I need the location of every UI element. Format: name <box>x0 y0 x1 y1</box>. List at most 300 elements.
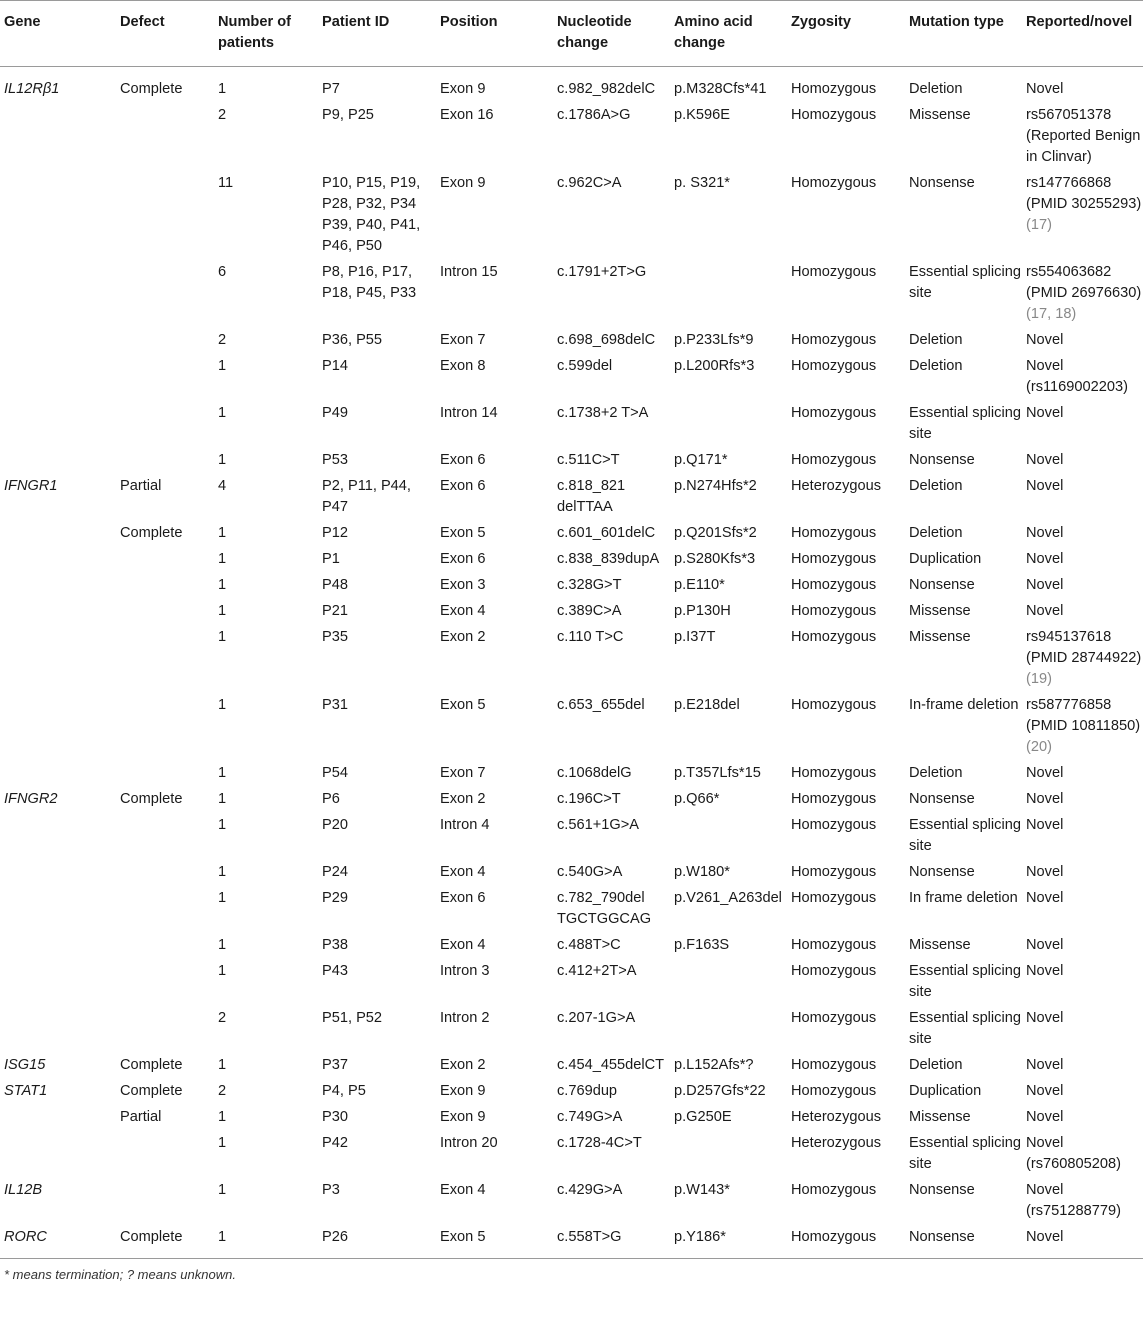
patient-id-cell <box>318 544 436 570</box>
reported-novel-cell-text: rs945137618 (PMID 28744922) <box>1026 629 1142 666</box>
nucleotide-change-cell <box>553 518 670 544</box>
amino-acid-change-cell <box>670 1175 787 1222</box>
nucleotide-change-cell <box>553 351 670 398</box>
patient-id-cell <box>318 445 436 471</box>
patient-id-cell-text: P9, P25 <box>322 107 374 123</box>
amino-acid-change-cell-text: p.E218del <box>674 697 740 713</box>
zygosity-cell-text: Homozygous <box>791 629 877 645</box>
mutation-type-cell-text: Deletion <box>909 332 963 348</box>
amino-acid-change-cell-text: p.Q66* <box>674 791 720 807</box>
nucleotide-change-cell-text: c.749G>A <box>557 1109 623 1125</box>
mutation-type-cell-text: Nonsense <box>909 175 975 191</box>
patient-count-cell <box>214 257 318 325</box>
defect-cell <box>116 596 214 622</box>
nucleotide-change-cell <box>553 857 670 883</box>
nucleotide-change-cell-text: c.1791+2T>G <box>557 264 647 280</box>
amino-acid-change-cell <box>670 857 787 883</box>
reported-novel-cell-text: Novel <box>1026 937 1064 953</box>
patient-count-cell <box>214 471 318 518</box>
patient-count-cell-text: 1 <box>218 629 227 645</box>
reported-novel-cell <box>1022 168 1143 257</box>
zygosity-cell-text: Homozygous <box>791 791 877 807</box>
position-cell-text: Exon 2 <box>440 1057 486 1073</box>
patient-id-cell <box>318 351 436 398</box>
amino-acid-change-cell <box>670 690 787 758</box>
mutation-type-cell-text: Nonsense <box>909 864 975 880</box>
table-row <box>0 67 1143 101</box>
amino-acid-change-cell-text: p.P233Lfs*9 <box>674 332 754 348</box>
reported-novel-cell <box>1022 1128 1143 1175</box>
nucleotide-change-cell-text: c.1068delG <box>557 765 632 781</box>
position-cell <box>436 857 553 883</box>
defect-cell-text: Partial <box>120 1109 162 1125</box>
reported-novel-cell <box>1022 596 1143 622</box>
mutation-type-cell-text: Deletion <box>909 358 963 374</box>
amino-acid-change-cell-text: p.M328Cfs*41 <box>674 81 767 97</box>
position-cell <box>436 596 553 622</box>
patient-count-cell-text: 1 <box>218 577 227 593</box>
nucleotide-change-cell <box>553 810 670 857</box>
mutation-type-cell-text: Deletion <box>909 1057 963 1073</box>
amino-acid-change-cell <box>670 100 787 168</box>
reported-novel-cell <box>1022 930 1143 956</box>
defect-cell-text: Complete <box>120 1083 183 1099</box>
patient-id-cell <box>318 622 436 690</box>
patient-id-cell-text: P6 <box>322 791 340 807</box>
patient-id-cell-text: P1 <box>322 551 340 567</box>
patient-count-cell <box>214 690 318 758</box>
citation-link[interactable]: (17, 18) <box>1026 306 1077 322</box>
mutation-type-cell <box>905 1076 1022 1102</box>
mutation-type-cell <box>905 1102 1022 1128</box>
nucleotide-change-cell-text: c.782_790del TGCTGGCAG <box>557 890 652 927</box>
reported-novel-cell <box>1022 1102 1143 1128</box>
reported-novel-cell-text: Novel <box>1026 81 1064 97</box>
patient-id-cell <box>318 810 436 857</box>
zygosity-cell <box>787 168 905 257</box>
nucleotide-change-cell-text: c.1738+2 T>A <box>557 405 649 421</box>
zygosity-cell <box>787 930 905 956</box>
amino-acid-change-cell-text: p.F163S <box>674 937 730 953</box>
zygosity-cell <box>787 622 905 690</box>
defect-cell-text: Complete <box>120 1057 183 1073</box>
position-cell-text: Exon 16 <box>440 107 494 123</box>
mutation-type-cell-text: Missense <box>909 1109 971 1125</box>
zygosity-cell <box>787 1003 905 1050</box>
zygosity-cell-text: Homozygous <box>791 577 877 593</box>
patient-count-cell <box>214 1076 318 1102</box>
zygosity-cell-text: Homozygous <box>791 551 877 567</box>
mutation-type-cell <box>905 810 1022 857</box>
table-row <box>0 857 1143 883</box>
nucleotide-change-cell-text: c.1728-4C>T <box>557 1135 642 1151</box>
amino-acid-change-cell-text: p.V261_A263del <box>674 890 782 906</box>
patient-id-cell-text: P31 <box>322 697 348 713</box>
gene-cell <box>0 1003 116 1050</box>
table-row <box>0 168 1143 257</box>
position-cell-text: Intron 14 <box>440 405 498 421</box>
patient-count-cell-text: 6 <box>218 264 227 280</box>
nucleotide-change-cell <box>553 445 670 471</box>
patient-count-cell-text: 1 <box>218 525 227 541</box>
nucleotide-change-cell <box>553 1102 670 1128</box>
gene-cell <box>0 1175 116 1222</box>
reported-novel-cell <box>1022 100 1143 168</box>
patient-count-cell-text: 2 <box>218 107 227 123</box>
mutation-type-cell-text: Nonsense <box>909 1229 975 1245</box>
mutation-type-cell <box>905 857 1022 883</box>
reported-novel-cell <box>1022 257 1143 325</box>
position-cell <box>436 1102 553 1128</box>
patient-count-cell-text: 2 <box>218 1083 227 1099</box>
position-cell-text: Exon 6 <box>440 890 486 906</box>
reported-novel-cell-text: Novel (rs760805208) <box>1026 1135 1121 1172</box>
patient-count-cell-text: 4 <box>218 478 227 494</box>
patient-count-cell <box>214 445 318 471</box>
patient-id-cell <box>318 930 436 956</box>
patient-count-cell-text: 2 <box>218 1010 227 1026</box>
nucleotide-change-cell-text: c.511C>T <box>557 452 620 468</box>
reported-novel-cell <box>1022 883 1143 930</box>
defect-cell-text: Complete <box>120 525 183 541</box>
patient-count-cell-text: 1 <box>218 1057 227 1073</box>
patient-count-cell <box>214 1128 318 1175</box>
table-row <box>0 883 1143 930</box>
nucleotide-change-cell-text: c.207-1G>A <box>557 1010 636 1026</box>
zygosity-cell <box>787 1050 905 1076</box>
amino-acid-change-cell-text: p.L200Rfs*3 <box>674 358 755 374</box>
patient-id-cell <box>318 758 436 784</box>
mutation-type-cell-text: Nonsense <box>909 791 975 807</box>
table-row <box>0 956 1143 1003</box>
position-cell <box>436 930 553 956</box>
mutation-type-cell <box>905 596 1022 622</box>
amino-acid-change-cell <box>670 398 787 445</box>
patient-count-cell <box>214 883 318 930</box>
position-cell <box>436 784 553 810</box>
citation-link[interactable]: (20) <box>1026 739 1052 755</box>
nucleotide-change-cell-text: c.412+2T>A <box>557 963 637 979</box>
patient-id-cell-text: P42 <box>322 1135 348 1151</box>
patient-count-cell-text: 2 <box>218 332 227 348</box>
position-cell <box>436 518 553 544</box>
table-row <box>0 758 1143 784</box>
patient-count-cell <box>214 1222 318 1259</box>
amino-acid-change-cell <box>670 622 787 690</box>
nucleotide-change-cell <box>553 930 670 956</box>
mutation-type-cell <box>905 325 1022 351</box>
mutation-type-cell <box>905 257 1022 325</box>
defect-cell <box>116 1003 214 1050</box>
mutation-type-cell <box>905 622 1022 690</box>
gene-cell-text: ISG15 <box>4 1057 46 1073</box>
reported-novel-cell-text: Novel <box>1026 603 1064 619</box>
patient-count-cell <box>214 758 318 784</box>
amino-acid-change-cell-text: p.E110* <box>674 577 725 593</box>
position-cell-text: Intron 4 <box>440 817 490 833</box>
mutation-type-cell-text: In-frame deletion <box>909 697 1019 713</box>
defect-cell <box>116 857 214 883</box>
defect-cell <box>116 622 214 690</box>
defect-cell-text: Complete <box>120 81 183 97</box>
header-gene: Gene <box>0 1 116 67</box>
position-cell-text: Exon 6 <box>440 478 486 494</box>
patient-count-cell <box>214 168 318 257</box>
zygosity-cell-text: Homozygous <box>791 937 877 953</box>
zygosity-cell-text: Homozygous <box>791 1010 877 1026</box>
patient-id-cell <box>318 1175 436 1222</box>
table-body <box>0 67 1143 1259</box>
table-row <box>0 1003 1143 1050</box>
amino-acid-change-cell <box>670 570 787 596</box>
mutation-type-cell <box>905 1175 1022 1222</box>
patient-count-cell <box>214 1050 318 1076</box>
reported-novel-cell-text: rs554063682 (PMID 26976630) <box>1026 264 1142 301</box>
amino-acid-change-cell-text: p. S321* <box>674 175 730 191</box>
mutation-type-cell-text: Essential splicing site <box>909 405 1021 442</box>
citation-link[interactable]: (17) <box>1026 217 1052 233</box>
patient-id-cell-text: P8, P16, P17, P18, P45, P33 <box>322 264 417 301</box>
zygosity-cell-text: Homozygous <box>791 1182 877 1198</box>
gene-cell <box>0 67 116 101</box>
amino-acid-change-cell-text: p.W143* <box>674 1182 730 1198</box>
reported-novel-cell <box>1022 544 1143 570</box>
patient-count-cell-text: 1 <box>218 551 227 567</box>
position-cell-text: Intron 3 <box>440 963 490 979</box>
gene-cell-text: IFNGR1 <box>4 478 58 494</box>
zygosity-cell <box>787 1128 905 1175</box>
nucleotide-change-cell <box>553 1003 670 1050</box>
amino-acid-change-cell <box>670 930 787 956</box>
reported-novel-cell <box>1022 784 1143 810</box>
patient-count-cell-text: 1 <box>218 358 227 374</box>
nucleotide-change-cell <box>553 784 670 810</box>
nucleotide-change-cell-text: c.561+1G>A <box>557 817 639 833</box>
patient-id-cell <box>318 956 436 1003</box>
mutation-type-cell-text: Essential splicing site <box>909 264 1021 301</box>
patient-id-cell <box>318 1128 436 1175</box>
table-row <box>0 518 1143 544</box>
position-cell-text: Exon 5 <box>440 525 486 541</box>
mutation-type-cell-text: Missense <box>909 107 971 123</box>
patient-count-cell-text: 1 <box>218 890 227 906</box>
table-header-row <box>0 1 1143 67</box>
position-cell <box>436 1050 553 1076</box>
amino-acid-change-cell <box>670 956 787 1003</box>
mutation-type-cell <box>905 471 1022 518</box>
position-cell <box>436 257 553 325</box>
patient-count-cell <box>214 930 318 956</box>
patient-id-cell <box>318 1102 436 1128</box>
patient-count-cell-text: 1 <box>218 1182 227 1198</box>
mutation-type-cell <box>905 1128 1022 1175</box>
zygosity-cell-text: Homozygous <box>791 452 877 468</box>
reported-novel-cell-text: Novel <box>1026 551 1064 567</box>
reported-novel-cell-text: Novel <box>1026 577 1064 593</box>
gene-cell <box>0 690 116 758</box>
reported-novel-cell <box>1022 1175 1143 1222</box>
zygosity-cell-text: Heterozygous <box>791 1109 882 1125</box>
patient-count-cell-text: 1 <box>218 963 227 979</box>
position-cell-text: Exon 4 <box>440 864 486 880</box>
patient-id-cell-text: P35 <box>322 629 348 645</box>
reported-novel-cell <box>1022 622 1143 690</box>
mutation-type-cell-text: Deletion <box>909 765 963 781</box>
zygosity-cell-text: Homozygous <box>791 603 877 619</box>
gene-cell <box>0 883 116 930</box>
reported-novel-cell-text: Novel <box>1026 1083 1064 1099</box>
mutation-type-cell-text: In frame deletion <box>909 890 1018 906</box>
reported-novel-cell <box>1022 857 1143 883</box>
position-cell-text: Intron 2 <box>440 1010 490 1026</box>
position-cell <box>436 325 553 351</box>
patient-id-cell <box>318 857 436 883</box>
gene-cell <box>0 1102 116 1128</box>
mutation-type-cell-text: Duplication <box>909 1083 982 1099</box>
table-row <box>0 351 1143 398</box>
nucleotide-change-cell-text: c.1786A>G <box>557 107 631 123</box>
patient-count-cell-text: 1 <box>218 603 227 619</box>
amino-acid-change-cell <box>670 810 787 857</box>
reported-novel-cell <box>1022 956 1143 1003</box>
position-cell <box>436 956 553 1003</box>
zygosity-cell-text: Homozygous <box>791 358 877 374</box>
defect-cell <box>116 930 214 956</box>
mutation-type-cell <box>905 398 1022 445</box>
patient-id-cell-text: P51, P52 <box>322 1010 383 1026</box>
defect-cell <box>116 570 214 596</box>
patient-id-cell-text: P38 <box>322 937 348 953</box>
nucleotide-change-cell-text: c.601_601delC <box>557 525 656 541</box>
position-cell-text: Exon 5 <box>440 697 486 713</box>
position-cell-text: Intron 15 <box>440 264 498 280</box>
header-defect: Defect <box>116 1 214 67</box>
patient-id-cell <box>318 1222 436 1259</box>
gene-cell <box>0 810 116 857</box>
gene-cell <box>0 398 116 445</box>
amino-acid-change-cell <box>670 168 787 257</box>
zygosity-cell <box>787 257 905 325</box>
nucleotide-change-cell-text: c.488T>C <box>557 937 621 953</box>
patient-id-cell-text: P24 <box>322 864 348 880</box>
reported-novel-cell-text: rs147766868 (PMID 30255293) <box>1026 175 1142 212</box>
zygosity-cell <box>787 100 905 168</box>
position-cell <box>436 622 553 690</box>
patient-count-cell <box>214 810 318 857</box>
patient-id-cell <box>318 325 436 351</box>
position-cell <box>436 445 553 471</box>
patient-count-cell-text: 1 <box>218 791 227 807</box>
gene-cell <box>0 257 116 325</box>
patient-count-cell <box>214 1102 318 1128</box>
defect-cell <box>116 168 214 257</box>
amino-acid-change-cell-text: p.K596E <box>674 107 730 123</box>
zygosity-cell-text: Heterozygous <box>791 478 882 494</box>
defect-cell <box>116 1222 214 1259</box>
patient-count-cell <box>214 570 318 596</box>
reported-novel-cell-text: Novel <box>1026 332 1064 348</box>
position-cell-text: Exon 2 <box>440 791 486 807</box>
nucleotide-change-cell <box>553 570 670 596</box>
zygosity-cell-text: Homozygous <box>791 963 877 979</box>
nucleotide-change-cell <box>553 622 670 690</box>
patient-id-cell-text: P43 <box>322 963 348 979</box>
table-row <box>0 1222 1143 1259</box>
amino-acid-change-cell <box>670 1128 787 1175</box>
nucleotide-change-cell <box>553 471 670 518</box>
reported-novel-cell-text: Novel <box>1026 1229 1064 1245</box>
nucleotide-change-cell-text: c.982_982delC <box>557 81 656 97</box>
patient-count-cell <box>214 1003 318 1050</box>
gene-cell-text: IL12B <box>4 1182 43 1198</box>
patient-id-cell-text: P2, P11, P44, P47 <box>322 478 411 515</box>
gene-cell <box>0 857 116 883</box>
position-cell <box>436 544 553 570</box>
nucleotide-change-cell <box>553 325 670 351</box>
amino-acid-change-cell <box>670 758 787 784</box>
defect-cell <box>116 325 214 351</box>
nucleotide-change-cell <box>553 956 670 1003</box>
header-amino-acid-change: Amino acid change <box>670 1 787 67</box>
zygosity-cell-text: Homozygous <box>791 697 877 713</box>
zygosity-cell-text: Homozygous <box>791 525 877 541</box>
amino-acid-change-cell-text: p.Y186* <box>674 1229 726 1245</box>
position-cell <box>436 1076 553 1102</box>
zygosity-cell <box>787 471 905 518</box>
reported-novel-cell <box>1022 570 1143 596</box>
patient-count-cell-text: 1 <box>218 81 227 97</box>
patient-count-cell-text: 1 <box>218 405 227 421</box>
header-position: Position <box>436 1 553 67</box>
amino-acid-change-cell-text: p.T357Lfs*15 <box>674 765 761 781</box>
defect-cell <box>116 67 214 101</box>
header-number-of-patients: Number of patients <box>214 1 318 67</box>
amino-acid-change-cell <box>670 351 787 398</box>
patient-id-cell-text: P26 <box>322 1229 348 1245</box>
mutation-type-cell-text: Nonsense <box>909 452 975 468</box>
mutation-type-cell-text: Essential splicing site <box>909 1135 1021 1172</box>
defect-cell <box>116 1076 214 1102</box>
defect-cell <box>116 1175 214 1222</box>
nucleotide-change-cell <box>553 257 670 325</box>
zygosity-cell-text: Homozygous <box>791 264 877 280</box>
zygosity-cell <box>787 810 905 857</box>
mutation-type-cell-text: Essential splicing site <box>909 817 1021 854</box>
mutation-type-cell <box>905 1003 1022 1050</box>
header-nucleotide-change: Nucleotide change <box>553 1 670 67</box>
gene-cell <box>0 445 116 471</box>
amino-acid-change-cell-text: p.N274Hfs*2 <box>674 478 757 494</box>
nucleotide-change-cell <box>553 1076 670 1102</box>
zygosity-cell-text: Homozygous <box>791 81 877 97</box>
gene-cell <box>0 622 116 690</box>
patient-id-cell-text: P29 <box>322 890 348 906</box>
zygosity-cell <box>787 518 905 544</box>
mutation-type-cell-text: Deletion <box>909 525 963 541</box>
patient-id-cell-text: P20 <box>322 817 348 833</box>
reported-novel-cell-text: Novel <box>1026 478 1064 494</box>
patient-id-cell <box>318 398 436 445</box>
position-cell-text: Exon 3 <box>440 577 486 593</box>
citation-link[interactable]: (19) <box>1026 671 1052 687</box>
nucleotide-change-cell-text: c.653_655del <box>557 697 645 713</box>
patient-count-cell <box>214 622 318 690</box>
reported-novel-cell-text: Novel <box>1026 525 1064 541</box>
patient-id-cell-text: P21 <box>322 603 348 619</box>
header-zygosity: Zygosity <box>787 1 905 67</box>
nucleotide-change-cell <box>553 758 670 784</box>
position-cell-text: Exon 2 <box>440 629 486 645</box>
